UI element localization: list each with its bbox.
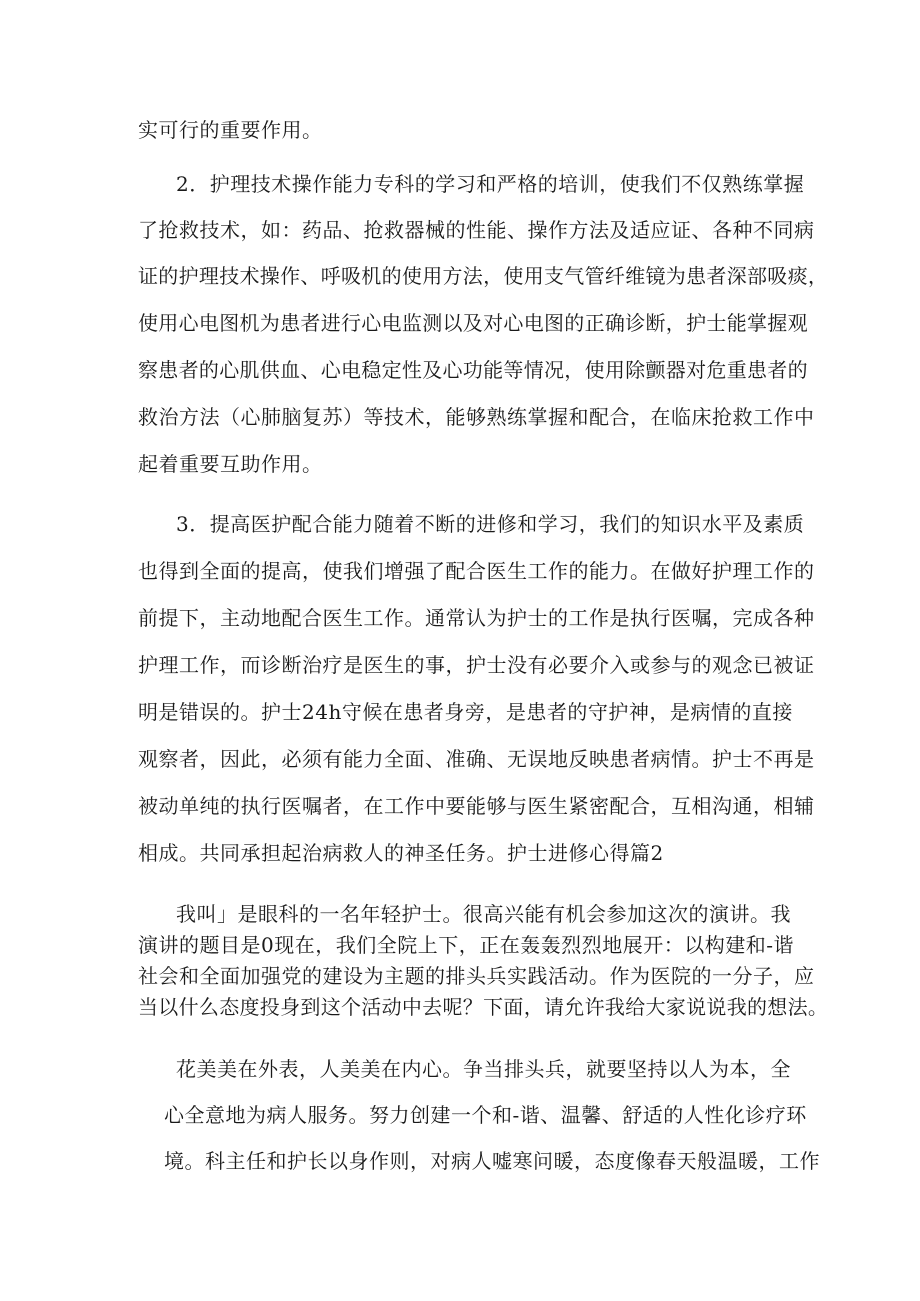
text-line: 当以什么态度投身到这个活动中去呢？下面，请允许我给大家说说我的想法。 (138, 995, 829, 1019)
text-line: 境。科主任和护长以身作则，对病人嘘寒问暖，态度像春天般温暖，工作 (164, 1149, 820, 1173)
text-line: 社会和全面加强党的建设为主题的排头兵实践活动。作为医院的一分子，应 (138, 964, 815, 988)
text-line: 心全意地为病人服务。努力创建一个和-谐、温馨、舒适的人性化诊疗环 (164, 1103, 807, 1127)
text-line: 实可行的重要作用。 (138, 118, 323, 142)
text-line: 演讲的题目是0现在，我们全院上下，正在轰轰烈烈地展开：以构建和-谐 (138, 933, 794, 957)
text-line: 3．提高医护配合能力随着不断的进修和学习，我们的知识水平及素质 (176, 512, 805, 536)
text-line: 前提下，主动地配合医生工作。通常认为护士的工作是执行医嘱，完成各种 (138, 606, 815, 630)
text-line: 使用心电图机为患者进行心电监测以及对心电图的正确诊断，护士能掌握观 (138, 311, 808, 335)
text-line: 明是错误的。护士24h守候在患者身旁，是患者的守护神，是病情的直接 (138, 700, 793, 724)
text-line: 我叫」是眼科的一名年轻护士。很高兴能有机会参加这次的演讲。我 (176, 902, 791, 926)
text-line: 救治方法（心肺脑复苏）等技术，能够熟练掌握和配合，在临床抢救工作中 (138, 405, 815, 429)
text-line: 2．护理技术操作能力专科的学习和严格的培训，使我们不仅熟练掌握 (176, 172, 805, 196)
text-line: 相成。共同承担起治病救人的神圣任务。护士进修心得篇2 (138, 841, 664, 865)
text-line: 了抢救技术，如：药品、抢救器械的性能、操作方法及适应证、各种不同病 (138, 218, 815, 242)
text-line: 起着重要互助作用。 (138, 452, 323, 476)
text-line: 也得到全面的提高，使我们增强了配合医生工作的能力。在做好护理工作的 (138, 559, 815, 583)
text-line: 证的护理技术操作、呼吸机的使用方法，使用支气管纤维镜为患者深部吸痰， (138, 264, 829, 288)
text-line: 被动单纯的执行医嘱者，在工作中要能够与医生紧密配合，互相沟通，相辅 (138, 794, 815, 818)
text-line: 花美美在外表，人美美在内心。争当排头兵，就要坚持以人为本，全 (176, 1057, 791, 1081)
text-line: 护理工作，而诊断治疗是医生的事，护士没有必要介入或参与的观念已被证 (138, 653, 815, 677)
text-line: 观察者，因此，必须有能力全面、准确、无误地反映患者病情。护士不再是 (138, 747, 815, 771)
text-line: 察患者的心肌供血、心电稳定性及心功能等情况，使用除颤器对危重患者的 (138, 358, 808, 382)
